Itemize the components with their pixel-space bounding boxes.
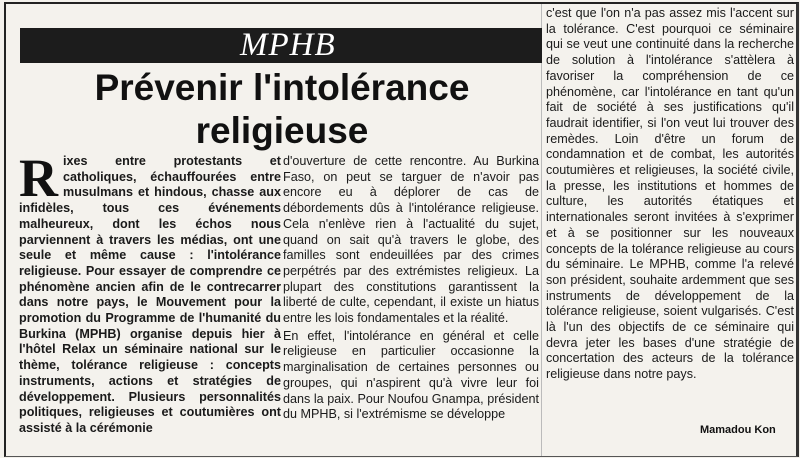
column-2-paragraph-2: En effet, l'intolérance en général et celle religieuse en particulier occasionne la marginalisation de certaines personnes ou groupes, qui n'aspirent qu'à vivre leur foi dans la paix. Pour Noufou Gnampa, président du MPHB, si l'extrémisme se développe: [283, 328, 539, 422]
headline: Prévenir l'intolérance religieuse: [94, 67, 470, 151]
article-column-1: [19, 148, 281, 437]
column-3-text: c'est que l'on n'a pas assez mis l'accent sur la tolérance. C'est pourquoi ce séminaire qui se veut une continuité dans la recherche de solution à l'intolérance s'attèlera à favoriser la compréhension de ce phénomène, car l'intolérance en tant qu'un fait de société à ses justifications qu'il faudrait identifier, si l'on veut lui trouver des remèdes. Loin d'être un forum de condamnation et de combat, les autorités coutumières et religieuses, la société civile, la presse, les institutions et hommes de culture, les autorités étatiques et internationales seront invitées à s'exprimer et à se positionner sur les nouveaux concepts de la tolérance religieuse au cours du séminaire. Le MPHB, comme l'a relevé son président, souhaite ardemment que ses instruments de développement de la tolérance religieuse, soient vulgarisés. C'est là l'un des objectifs de ce séminaire qui devra jeter les bases d'une stratégie de concertation des acteurs de la tolérance religieuse dans notre pays.: [546, 6, 794, 382]
article-column-2: [283, 154, 539, 423]
column-2-paragraph-1: d'ouverture de cette rencontre. Au Burkina Faso, on peut se targuer de n'avoir pas encore eu à déplorer de cas de débordements dûs à l'intolérance religieuse. Cela n'enlève rien à l'actualité du sujet, quand on sait qu'à travers le globe, des familles sont endeuillées par des crimes perpétrés par des extrémistes religieux. La plupart des constitutions garantissent la liberté de culte, cependant, il existe un hiatus entre les lois fondamentales et la réalité.: [283, 154, 539, 326]
drop-cap: R: [19, 148, 58, 208]
author-signature: Mamadou Kon: [700, 424, 776, 436]
article-column-3: [546, 6, 794, 383]
newspaper-clipping: [4, 2, 799, 457]
rubric-title: MPHB: [240, 27, 336, 63]
column-1-text: ixes entre protestants et catholiques, échauffourées entre musulmans et hindous, chasse aux infidèles, tous ces événements malheureux, dont les échos nous parviennent à travers les médias, ont une seule et même cause : l'intolérance religieuse. Pour essayer de comprendre ce phénomène ancien afin de le contrecarrer dans notre pays, le Mouvement pour la promotion du Programme de l'humanité du Burkina (MPHB) organise depuis hier à l'hôtel Relax un séminaire national sur le thème, tolérance religieuse : concepts instruments, actions et stratégies de développement. Plusieurs personnalités politiques, religieuses et coutumières ont assisté à la cérémonie: [19, 154, 281, 435]
rubric-banner: [20, 28, 542, 63]
